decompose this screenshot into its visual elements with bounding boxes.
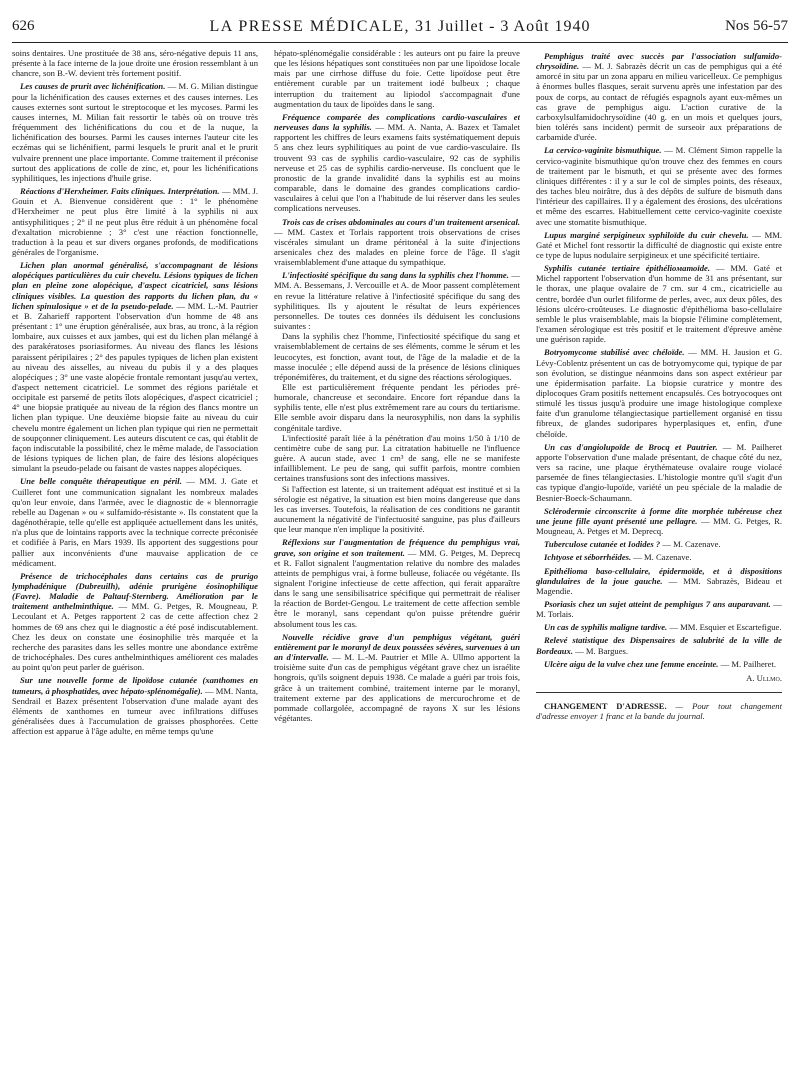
address-change-notice xyxy=(536,701,782,721)
article-paragraph xyxy=(536,506,782,536)
article-text: — M. Cazenave. xyxy=(631,552,692,563)
article-paragraph xyxy=(274,112,520,214)
article-paragraph xyxy=(536,51,782,142)
column-3 xyxy=(536,48,782,1068)
article-text: — MM. G. Petges, R. Mougneau, P. Lecoulant et A. Petges rapportent 2 cas de cette affection chez 2 hommes de 69 ans chez qui le diagnostic a été posé indiscutablement. Chez les deux on constate une éosinophilie très marquée et la recherche des parasites dans les selles montre une abondance extrême de trichocéphales. Des cures anthelminthiques améliorent ces malades au point qu'on peut parler de guérison. xyxy=(12,601,258,673)
article-heading: Réactions d'Herxheimer. Faits cliniques. Interprétation. xyxy=(20,186,220,197)
article-heading: Présence de trichocéphales dans certains cas de prurigo lymphadénique (Dubreuilh), adénie prurigène éosinophilique (Favre). Maladie de Paltauf-Sternberg. Amélioration par le traitement anthelminthique. xyxy=(12,570,258,612)
article-text: — MM. G. Petges, R. Mougneau, A. Petges et M. Deprecq. xyxy=(536,515,782,537)
article-text: — M. L.-M. Pautrier et Mlle A. Ullmo apportent la troisième suite d'un cas de pemphigus végétant grave chez un israélite hongrois, qu'ils soignent depuis 1938. Ce malade a guéri par trois fois, grâce à un traitement combiné, traitement interne par le moranyl, traitement externe par des applications de mercurochrome et de pommade collargolée, accompagné de rayons X sur les lésions végétantes. xyxy=(274,652,520,723)
article-heading: Sur une nouvelle forme de lipoïdose cutanée (xanthomes en tumeurs, à phosphatides, avec hépato-splénomégalie). xyxy=(12,675,258,696)
article-text: Si l'affection est latente, si un traitement adéquat est institué et si la sérologie est négative, la situation est bien moins dangereuse que dans les cas inverses. Toutefois, la réalisation de ces conditions ne garantit aucunement la négativité de l'infectuosité sanguine, pas plus d'ailleurs que leur manque n'en implique la positivité. xyxy=(274,483,520,535)
article-paragraph xyxy=(536,659,782,669)
article-text: — MM. J. Gate et Cuilleret font une communication signalant les nombreux malades qu'on leur envoie, dans l'armée, avec le diagnostic de « blennorragie rebelle au Dagenan » ou « sulfamido-résistante ». Ils constatent que la dagénothérapie, telle qu'elle est appliquée actuellement dans les unités, n'a plus que de lointains rapports avec la technique correcte préconisée et codifiée à Paris, en Mars 1939. Ils apportent des suggestions pour pallier aux inconvénients d'une mauvaise application de ce médicament. xyxy=(12,476,258,568)
article-paragraph xyxy=(536,263,782,344)
article-text: — M. Cazenave. xyxy=(660,539,721,550)
article-heading: Lupus marginé serpigineux syphiloïde du cuir chevelu. xyxy=(544,229,749,240)
article-paragraph xyxy=(274,48,520,109)
article-heading: Syphilis cutanée tertiaire épithélioматоïde. xyxy=(544,263,710,274)
issue-date: 31 Juillet - 3 Août 1940 xyxy=(414,18,591,35)
column-1 xyxy=(12,48,258,1068)
article-text: — MM. Gaté et Michel font ressortir la difficulté de diagnostic qui existe entre ce type de lupus nodulaire serpigineux et une spécificité tertiaire. xyxy=(536,229,782,260)
article-heading: La cervico-vaginite bismuthique. xyxy=(544,145,662,156)
article-paragraph xyxy=(274,433,520,484)
article-paragraph xyxy=(274,382,520,433)
article-heading: Ulcère aigu de la vulve chez une femme enceinte. xyxy=(544,658,719,669)
article-heading: Réflexions sur l'augmentation de fréquence du pemphigus vrai, grave, son origine et son traitement. xyxy=(274,537,520,558)
article-paragraph xyxy=(12,476,258,567)
journal-title-line xyxy=(12,18,788,36)
article-heading: Pemphigus traité avec succès par l'association sulfamido-chrysoïdine. xyxy=(536,51,782,72)
article-text: — MM. Esquier et Escartefigue. xyxy=(667,622,782,633)
article-paragraph xyxy=(536,230,782,260)
article-text: hépato-splénomégalie considérable : les auteurs ont pu faire la preuve que les lésions hépatiques sont constituées non par une lipoïdose locale mais par une cirrhose diffuse du foie. Cette lipoïdose peut être entièrement curable par un traitement iodé bulbeux ; chaque interruption du traitement au lipiodol s'accompagnait d'une augmentation du taux de lipoïdes dans le sang. xyxy=(274,48,520,109)
article-heading: Fréquence comparée des complications cardio-vasculaires et nerveuses dans la syphilis. xyxy=(274,111,520,133)
article-text: — M. G. Milian distingue pour la lichénification des causes externes et des causes internes. Les causes externes sont surtout le streptocoque et les mycoses. Parmi les causes internes, M. Milian fait ressortir le tabès où on trouve très fréquemment des lichénifications du cou et de la nuque, la lichénification des bourses. Parmi les causes internes l'auteur cite les eczémas qui se lichénifient, parmi lesquels le prurit anal et le prurit vulvaire prennent une place importante. Comme traitement il préconise surtout des applications de colle de zinc, et, pour les lichénifications syphilitiques, les injections d'huile grise. xyxy=(12,81,258,183)
notice-text: — Pour tout changement d'adresse envoyer 1 franc et la bande du journal. xyxy=(536,701,782,722)
article-paragraph xyxy=(12,48,258,78)
notice-heading: CHANGEMENT D'ADRESSE. xyxy=(544,701,667,712)
article-heading: Tuberculose cutanée et Iodides ? xyxy=(544,539,661,550)
article-paragraph xyxy=(536,552,782,562)
article-heading: Epithélioma baso-cellulaire, épidermoïde, et à dispositions glandulaires de la joue gauche. xyxy=(536,565,782,586)
issue-number: Nos 56-57 xyxy=(725,18,788,34)
article-text: — M. Clément Simon rappelle la cervico-vaginite bismuthique qu'on trouve chez des femmes en cours de traitement par le bismuth, et qui se présente avec des formes cliniques différentes : il y a sur le col de simples points, des réseaux, des taches bleu noirâtre, dus à des dépôts de sulfure de bismuth dans l'intérieur des capillaires. Il y a également des érosions, des ulcérations et même des escarres. Habituellement cette cervico-vaginite coexiste avec une stomatite bismuthique. xyxy=(536,145,782,227)
signature: A. Ullmo. xyxy=(746,672,782,683)
article-heading: Nouvelle récidive grave d'un pemphigus végétant, guéri entièrement par le moranyl de deux poussées sévères, survenues à un an d'intervalle. xyxy=(274,631,520,663)
article-paragraph xyxy=(274,484,520,535)
article-paragraph xyxy=(536,442,782,503)
article-text: — M. Pailheret. xyxy=(718,658,776,669)
column-3-articles xyxy=(536,51,782,669)
article-paragraph xyxy=(12,675,258,736)
article-text: — M. Bargues. xyxy=(573,645,628,656)
article-text: — MM. Nanta, Sendrail et Bazex présentent l'observation d'une malade ayant des éléments de xanthomes en tumeur avec infiltrations diffuses généralisées dues à l'accumulation de graisses phosphorées. Cette affection est apparue à l'âge adulte, en même temps qu'une xyxy=(12,685,258,737)
article-heading: Botryomycome stabilisé avec chéloïde. xyxy=(544,347,685,358)
journal-title: LA PRESSE MÉDICALE, xyxy=(209,18,410,35)
article-text: Dans la syphilis chez l'homme, l'infectiosité spécifique du sang et vraisemblablement de certains de ses éléments, comme le sérum et les leucocytes, est fonction, avant tout, de l'âge de la maladie et de la masse inoculée ; elle dépend aussi de la présence de lésions cliniques tréponémifères, du traitement, et du signe des réactions sérologiques. xyxy=(274,331,520,382)
article-text: — MM. A. Bessemans, J. Vercouille et A. de Moor passent complètement en revue la littérature relative à l'infectiosité spécifique du sang des syphilitiques. Ils y ajoutent le résultat de leurs expériences personnelles. De toutes ces données ils déduisent les conclusions suivantes : xyxy=(274,270,520,332)
article-paragraph xyxy=(274,217,520,268)
article-paragraph xyxy=(12,571,258,673)
separator-rule xyxy=(536,692,782,693)
article-text: — MM. A. Nanta, A. Bazex et Tamalet rapportent les chiffres de leurs examens faits systématiquement depuis 5 ans chez leurs syphilitiques au point de vue cardio-vasculaire. Ils trouvent 93 cas de syphilis cardio-vasculaire, 92 cas de syphilis nerveuse et 25 cas de syphilis cardio-nerveuse. Ils concluent que le pronostic de la grande invalidité dans la syphilis est au moins comparable, dans le domaine des grandes complications cardio-vasculaires à celui que l'on a l'habitude de lui réserver dans les seules complications nerveuses. xyxy=(274,122,520,214)
article-text: — MM. L.-M. Pautrier et B. Zaharieff rapportent l'observation d'un homme de 48 ans présentant : 1° une éruption généralisée, aux bras, au tronc, à la région lombaire, aux cuisses et aux jambes, qui est du lichen plan mélangé à des parakératoses psoriasiformes. Au niveau des flancs les lésions paraissent péripilaires ; 2° des papules typiques de lichen plan existent au niveau des aisselles, au niveau du pubis il y a des plaques alopéciques ; 3° une vaste alopécie frontale remontant jusqu'au vertex, d'aspect nettement cicatriciel. Le sommet des régions pariétale et occipitale est parsemé de petits îlots alopéciques, d'aspect cicatriciel ; 4° une biopsie pratiquée au niveau de la région des flancs montre un lichen plan typique. Une deuxième biopsie faite au niveau du cuir chevelu montre également un lichen plan typique qui rien ne permettait de soupçonner cliniquement. Les auteurs discutent ce cas, qui établit de façon indiscutable la possibilité, chez le même malade, de l'association de lésions typiques de lichen plan, de faire des lésions alopéciques simulant la pseudo-pelade ou faisant de vastes nappes alopéciques. xyxy=(12,300,258,474)
article-paragraph xyxy=(12,186,258,257)
article-text: — MM. H. Jausion et G. Lévy-Coblentz présentent un cas de botryomycome qui, typique de par son évolution, se distingue néanmoins dans son aspect extérieur par une épidermisation parfaite. La biopsie curatrice y montre des diplocoques Gram positifs nettement encapsulés. Ces botryocoques ont stimulé les tissus jusqu'à produire une image histologique complexe faite d'un granulome télangiectasique partiellement organisé en tissu fibreux, de glandes sudoripares hyperplasiques et, enfin, d'une chéloïde. xyxy=(536,347,782,439)
article-heading: Les causes de prurit avec lichénification. xyxy=(20,81,166,92)
article-text: Elle est particulièrement fréquente pendant les périodes pré-humorale, chancreuse et secondaire. Encore fort répandue dans la syphilis tente, elle n'est plus extrêmement rare au cours du tertiarisme. Elle semble avoir disparu dans la neurosyphilis, non dans la syphilis congénitale tardive. xyxy=(274,382,520,433)
article-paragraph xyxy=(274,537,520,628)
article-heading: Trois cas de crises abdominales au cours d'un traitement arsenical. xyxy=(282,216,520,227)
article-heading: Lichen plan anormal généralisé, s'accompagnant de lésions alopéciques particulières du cuir chevelu. Lésions typiques de lichen plan en pleine zone alopécique, d'aspect cicatriciel, sans lésions cliniques visibles. La question des rapports du lichen plan, du « lichen spinulosique » et de la pseudo-pelade. xyxy=(12,260,258,311)
article-heading: Une belle conquête thérapeutique en péril. xyxy=(20,476,182,487)
article-heading: Relevé statistique des Dispensaires de salubrité de la ville de Bordeaux. xyxy=(536,635,782,656)
article-text: — MM. Gaté et Michel rapportent l'observation d'un homme de 31 ans présentant, sur le thorax, une plaque ovalaire de 7 cm. sur 4 cm., cicatricielle au centre, bordée d'un ourlet filiforme de perles, avec, aux deux pôles, des lésions ulcéro-croûteuses. Le diagnostic d'épithélioma baso-cellulaire semble le plus vraisemblable, mais la biopsie l'élimine complètement, l'examen sérologique est très positif et le traitement d'épreuve amène une guérison rapide. xyxy=(536,263,782,345)
article-paragraph xyxy=(536,539,782,549)
article-paragraph xyxy=(274,270,520,331)
article-text: — M. J. Sabrazès décrit un cas de pemphigus qui a été amorcé in situ par un zona apparu en milieu varicelleux. Ce pemphigus à énormes bulles flasques, serait survenu après une infestation par des poux de corps, au contact de réfugiés espagnols ayant eux-mêmes un cas grave de pemphigus aigu. L'action curative de la carboxylsulfamidochrysoïdine (40 g. en un mois et quelques jours, bien tolérés sans incident) permit de surseoir aux préparations de carbamide d'urée. xyxy=(536,61,782,143)
header-rule xyxy=(12,42,788,43)
article-heading: Un cas de syphilis maligne tardive. xyxy=(544,622,668,633)
article-paragraph xyxy=(536,635,782,655)
article-paragraph xyxy=(536,347,782,438)
article-text: — MM. Sabrazès, Bideau et Magendie. xyxy=(536,575,782,596)
page-number: 626 xyxy=(12,18,35,34)
article-paragraph xyxy=(536,566,782,596)
article-text: soins dentaires. Une prostituée de 38 ans, séro-négative depuis 11 ans, présente à la face interne de la joue droite une érosion ressemblant à un chancre, son B.-W. devient très fortement positif. xyxy=(12,48,258,79)
column-2 xyxy=(274,48,520,1068)
article-paragraph xyxy=(536,622,782,632)
article-text: — MM. Castex et Torlais rapportent trois observations de crises viscérales simulant un drame péritonéal à la suite d'injections arsenicales chez des malades en pleine force de l'âge. Il s'agit vraisemblablement d'une attaque du sympathique. xyxy=(274,226,520,268)
article-paragraph xyxy=(536,599,782,619)
article-heading: Ichtyose et séborrhéides. xyxy=(544,552,632,563)
article-text: — M. Pailheret apporte l'observation d'une malade présentant, de chaque côté du nez, vers sa racine, une plaque érythémateuse ovalaire rouge violacé parsemée de fines télangiectasies. L'histologie montre qu'il s'agit d'un cas typique d'angio-lupoïde, variété un peu spéciale de la maladie de Besnier-Boeck-Schaumann. xyxy=(536,441,782,503)
article-heading: Sclérodermie circonscrite à forme dite morphée tubéreuse chez une jeune fille ayant présenté une pellagre. xyxy=(536,505,782,526)
article-heading: L'infectiosité spécifique du sang dans la syphilis chez l'homme. xyxy=(282,270,509,281)
article-text: — M. Torlais. xyxy=(536,598,782,620)
article-paragraph xyxy=(274,632,520,723)
article-paragraph xyxy=(536,145,782,226)
page-header xyxy=(12,18,788,40)
article-heading: Un cas d'angiolupoïde de Brocq et Pautrier. xyxy=(544,441,718,452)
article-heading: Psoriasis chez un sujet atteint de pemphigus 7 ans auparavant. xyxy=(544,598,771,609)
article-text: L'infectiosité paraît liée à la pénétration d'au moins 1/50 à 1/10 de centimètre cube de sang pur. La citratation habituelle ne l'influence guère. A aucun stade, avec 1 cm³ de sang, elle ne se manifeste infailliblement. Le peu de sang, qui suffit parfois, montre combien certaines transfusions sont des infections massives. xyxy=(274,432,520,484)
article-paragraph xyxy=(274,331,520,382)
article-text: — MM. J. Gouin et A. Bienvenue considèrent que : 1° le phénomène d'Herxheimer ne peut plus être limité à la syphilis ni aux antisyphilitiques ; 2° il ne peut plus être réduit à un phénomène focal d'exaltation microbienne ; 3° c'est une réaction fonctionnelle, traduction à la peau et sur divers organes profonds, de modifications générales de l'organisme. xyxy=(12,186,258,257)
article-paragraph xyxy=(12,260,258,473)
article-paragraph xyxy=(12,81,258,183)
article-text: — MM. G. Petges, M. Deprecq et R. Fallot signalent l'augmentation relative du nombre des malades atteints de pemphigus vrai, à forme bulleuse, foliacée ou végétante. Ils signalent l'origine infectieuse de cette affection, qui ferait apparaître dans le sang une sensibilisatrice spécifique qui permettrait de réaliser la réaction de Bordet-Gengou. Le traitement de cette affection semble être le moranyl, sans cependant qu'on puisse prétendre guérir absolument tous les cas. xyxy=(274,547,520,629)
